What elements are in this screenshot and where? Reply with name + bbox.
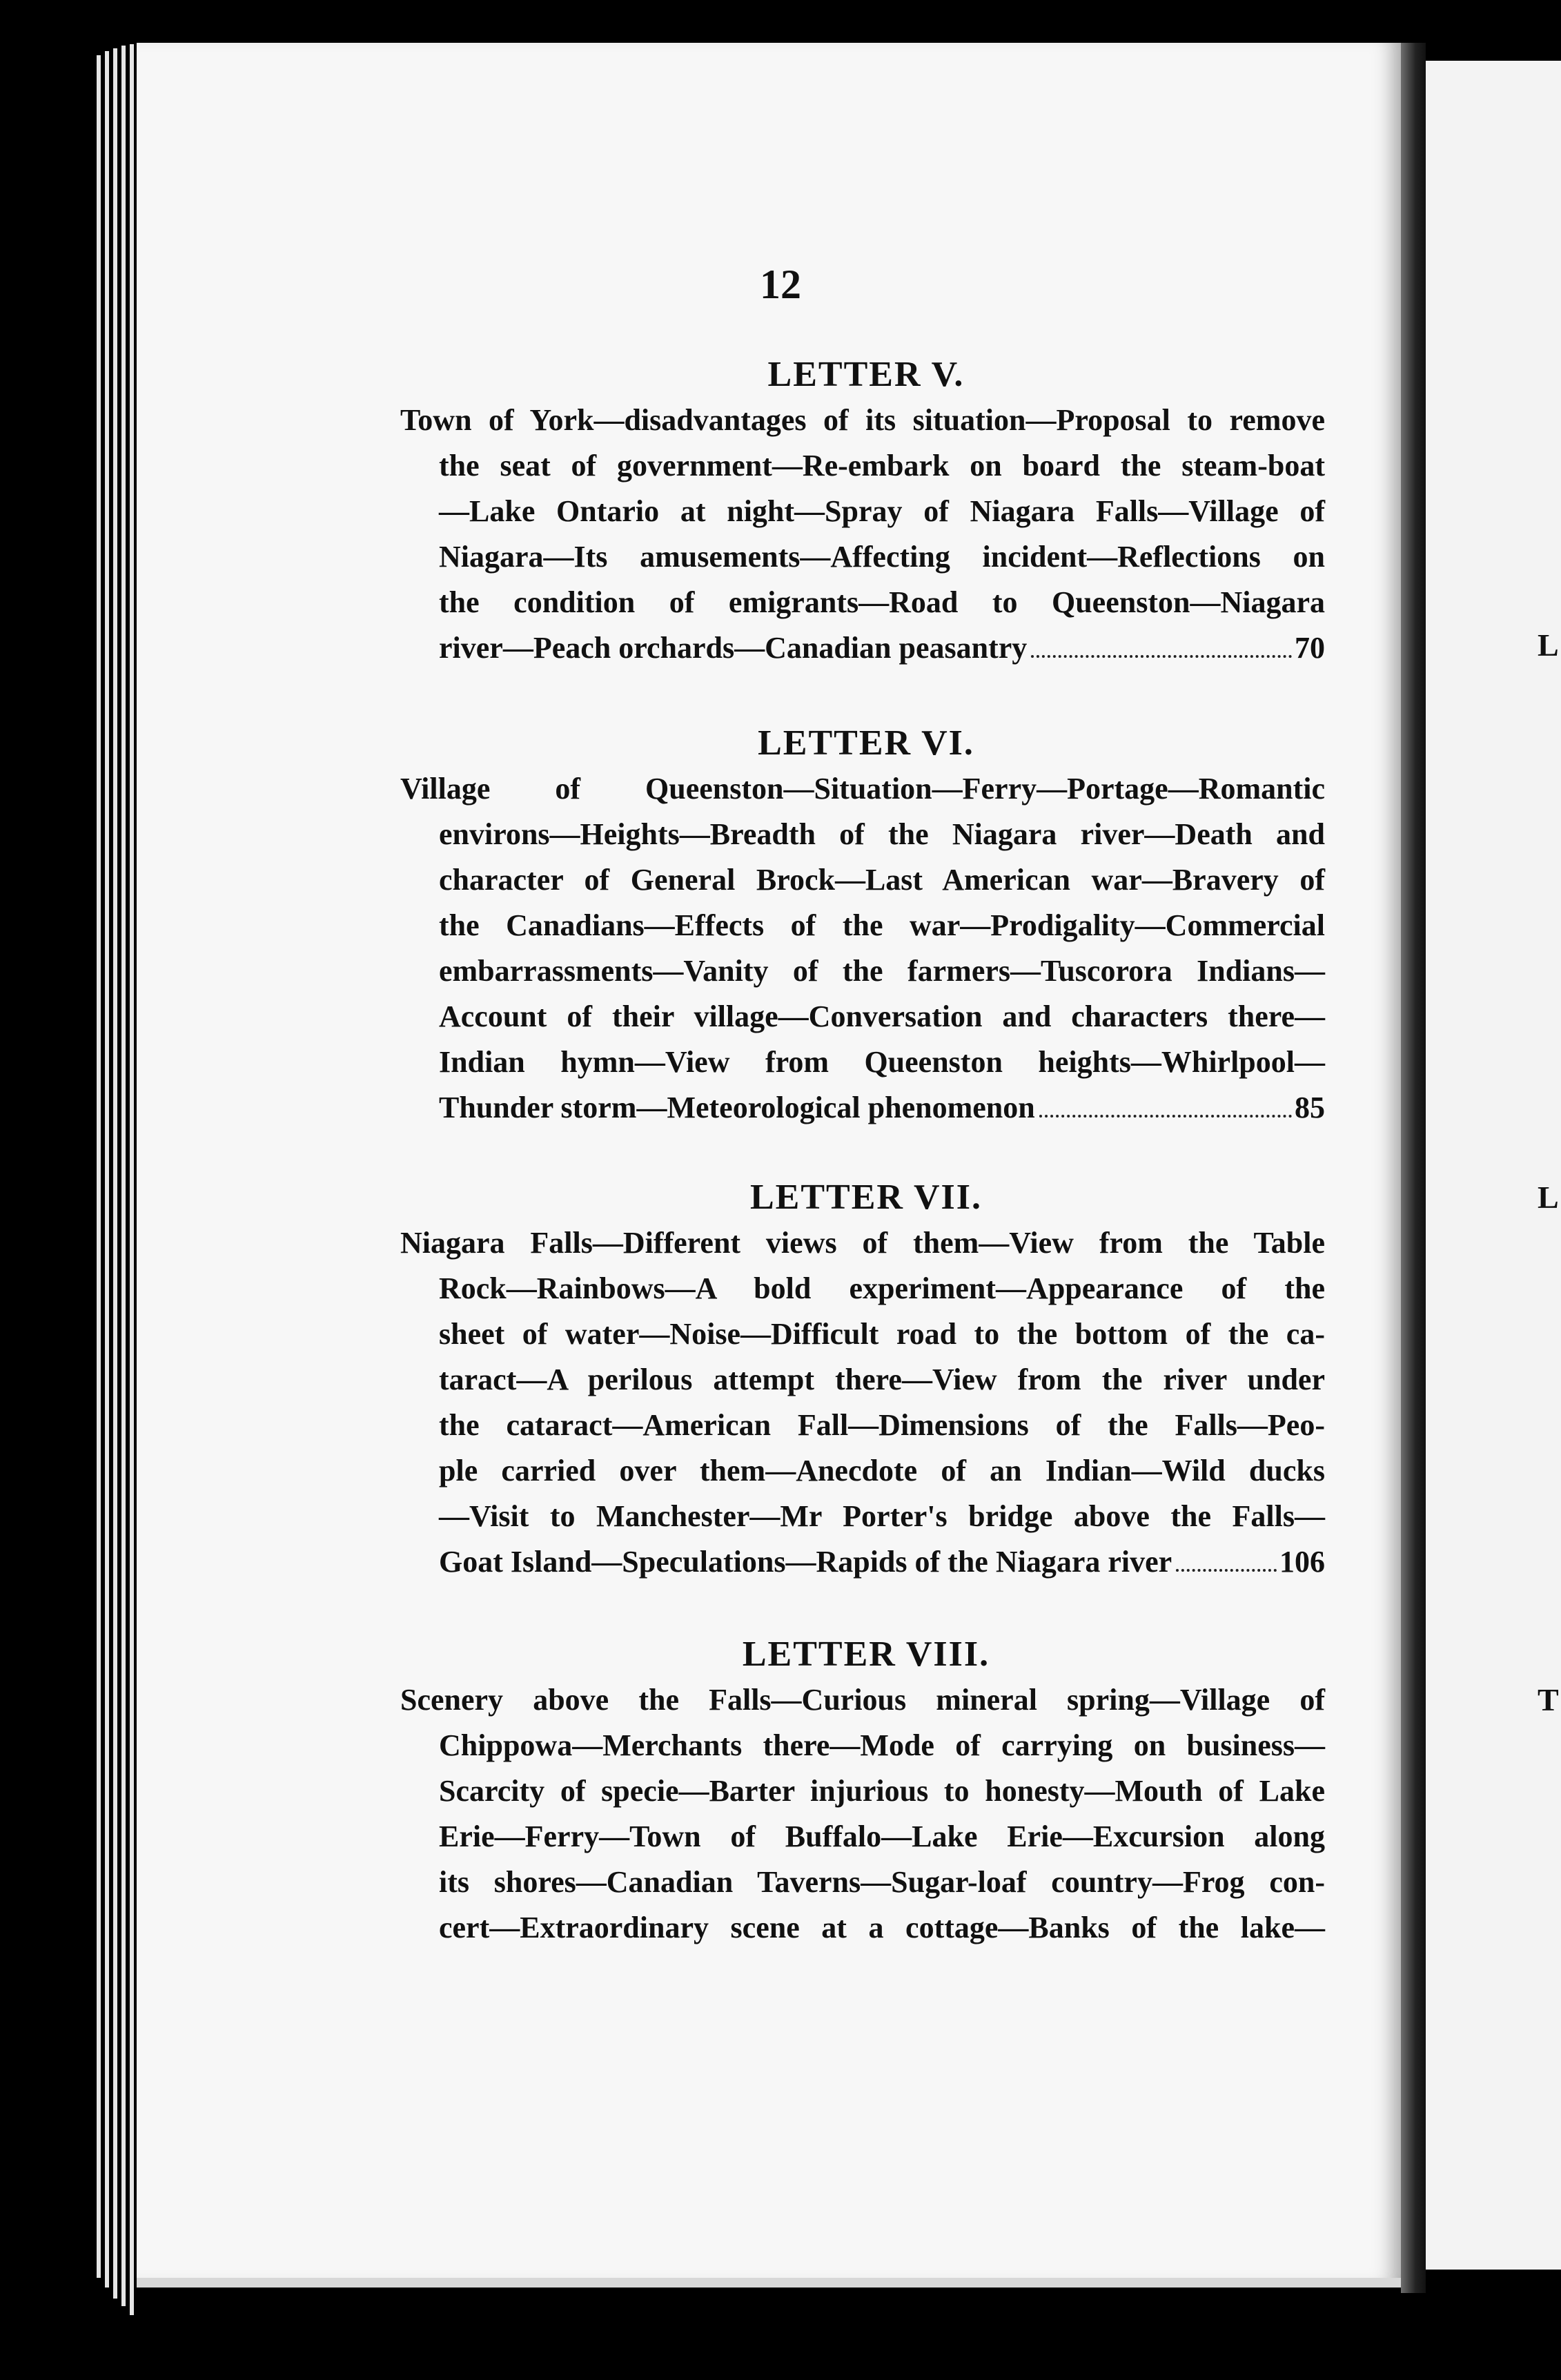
summary-line: Rock—Rainbows—A bold experiment—Appearance of the <box>439 1271 1325 1305</box>
letter-heading: LETTER VIII. <box>742 1635 990 1674</box>
summary-line: sheet of water—Noise—Difficult road to the bottom of the ca- <box>439 1317 1325 1351</box>
page-bottom-edge <box>137 2278 1420 2288</box>
summary-last-line <box>407 1085 1325 1131</box>
summary-line: the cataract—American Fall—Dimensions of the Falls—Peo- <box>439 1408 1325 1442</box>
page-reference: 85 <box>1295 1091 1325 1124</box>
summary-line: river—Peach orchards—Canadian peasantry <box>439 631 1028 665</box>
summary-line: Scenery above the Falls—Curious mineral spring—Village of <box>400 1683 1325 1717</box>
letter-heading: LETTER V. <box>767 355 965 394</box>
page-reference: 106 <box>1279 1545 1325 1579</box>
summary-line: —Lake Ontario at night—Spray of Niagara Falls—Village of <box>439 494 1325 528</box>
page-edge <box>105 51 109 2288</box>
summary-line: Niagara—Its amusements—Affecting incident—Reflections on <box>439 540 1325 574</box>
facing-page-letter: L <box>1538 627 1559 663</box>
facing-page-letter: T <box>1538 1682 1559 1717</box>
book-gutter <box>1401 43 1426 2293</box>
letter-summary <box>400 766 1325 1131</box>
summary-line: ple carried over them—Anecdote of an Indian—Wild ducks <box>439 1454 1325 1488</box>
summary-line: Indian hymn—View from Queenston heights—Whirlpool— <box>439 1045 1325 1079</box>
summary-line: Thunder storm—Meteorological phenomenon <box>439 1091 1035 1124</box>
page-number: 12 <box>760 262 801 307</box>
summary-line: character of General Brock—Last American war—Bravery of <box>439 863 1325 897</box>
dot-leader <box>1031 655 1292 658</box>
summary-line: taract—A perilous attempt there—View from the river under <box>439 1363 1325 1396</box>
summary-line: environs—Heights—Breadth of the Niagara river—Death and <box>439 817 1325 851</box>
letter-heading: LETTER VII. <box>749 1178 983 1217</box>
summary-line: the Canadians—Effects of the war—Prodigality—Commercial <box>439 908 1325 942</box>
letter-section <box>400 721 1325 1131</box>
summary-line: Town of York—disadvantages of its situation—Proposal to remove <box>400 403 1325 437</box>
letter-section <box>400 352 1325 671</box>
summary-line: embarrassments—Vanity of the farmers—Tuscorora Indians— <box>439 954 1325 988</box>
page-edge <box>121 46 126 2306</box>
facing-page-letter: L <box>1538 1180 1559 1215</box>
letter-summary <box>400 398 1325 671</box>
page-reference: 70 <box>1295 631 1325 665</box>
summary-last-line <box>407 625 1325 671</box>
summary-line: the seat of government—Re-embark on board the steam-boat <box>439 449 1325 482</box>
summary-line: Niagara Falls—Different views of them—View from the Table <box>400 1226 1325 1260</box>
summary-line: —Visit to Manchester—Mr Porter's bridge above the Falls— <box>439 1499 1325 1533</box>
summary-line: the condition of emigrants—Road to Queenston—Niagara <box>439 585 1325 619</box>
summary-line: Chippowa—Merchants there—Mode of carrying on business— <box>439 1728 1325 1762</box>
letter-heading: LETTER VI. <box>758 723 974 763</box>
dot-leader <box>1176 1569 1277 1572</box>
facing-page <box>1426 61 1561 2270</box>
letter-section <box>400 1175 1325 1585</box>
summary-last-line <box>407 1539 1325 1585</box>
page-edge <box>113 48 117 2299</box>
letter-summary <box>400 1220 1325 1585</box>
page-edge <box>130 44 134 2315</box>
summary-line: Erie—Ferry—Town of Buffalo—Lake Erie—Excursion along <box>439 1820 1325 1853</box>
summary-line: Village of Queenston—Situation—Ferry—Portage—Romantic <box>400 772 1325 806</box>
dot-leader <box>1039 1115 1292 1118</box>
summary-line: Account of their village—Conversation and characters there— <box>439 999 1325 1033</box>
summary-line: cert—Extraordinary scene at a cottage—Banks of the lake— <box>439 1911 1325 1944</box>
summary-line: Goat Island—Speculations—Rapids of the Niagara river <box>439 1545 1172 1579</box>
page-edge <box>97 55 101 2278</box>
summary-line: its shores—Canadian Taverns—Sugar-loaf country—Frog con- <box>439 1865 1325 1899</box>
letter-section <box>400 1632 1325 1951</box>
summary-line: Scarcity of specie—Barter injurious to honesty—Mouth of Lake <box>439 1774 1325 1808</box>
letter-summary <box>400 1677 1325 1951</box>
